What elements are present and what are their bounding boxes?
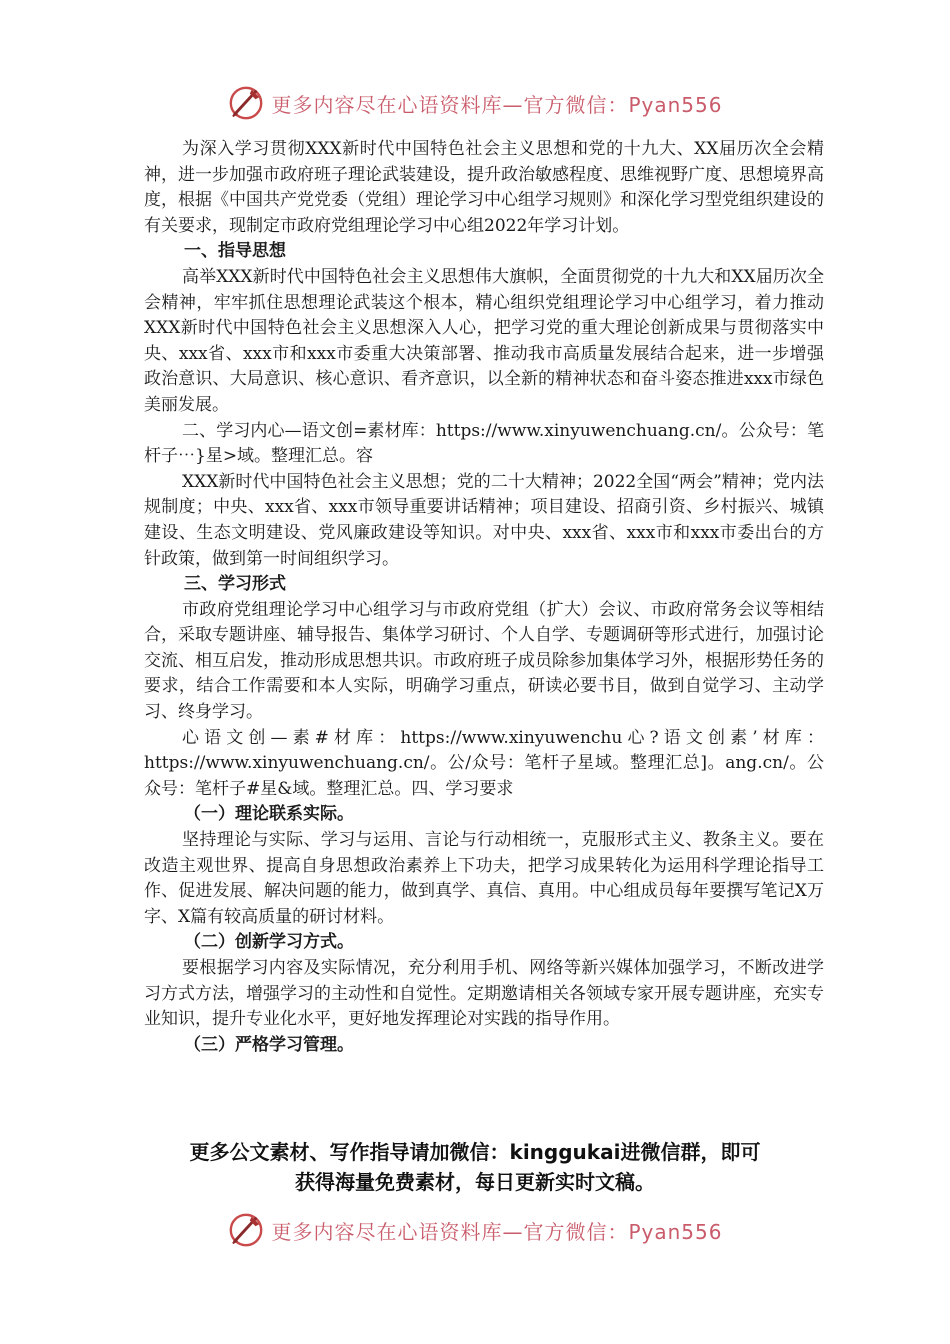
banner-text: 更多内容尽在心语资料库—官方微信：Pyan556 [271, 1219, 723, 1244]
pen-logo-icon [227, 1211, 265, 1249]
promo-text [0, 1137, 950, 1197]
subsection-heading: （二）创新学习方式。 [184, 932, 354, 953]
pen-logo-icon [227, 84, 265, 122]
body-paragraph: 坚持理论与实际、学习与运用、言论与行动相统一，克服形式主义、教条主义。要在改造主观世界、提高自身思想政治素养上下功夫，把学习成果转化为运用科学理论指导工作、促进发展、解决问题的能力，做到真学、真信、真用。中心组成员每年要撰写笔记X万字、X篇有较高质量的研讨材料。 [144, 830, 824, 927]
body-paragraph: 市政府党组理论学习中心组学习与市政府党组（扩大）会议、市政府常务会议等相结合，采取专题讲座、辅导报告、集体学习研讨、个人自学、专题调研等形式进行，加强讨论交流、相互启发，推动形成思想共识。市政府班子成员除参加集体学习外，根据形势任务的要求，结合工作需要和本人实际，明确学习重点，研读必要书目，做到自觉学习、主动学习、终身学习。 [144, 599, 824, 723]
section-heading-garbled: 二、学习内心—语文创=素材库：https://www.xinyuwenchuang.cn/。公众号：笔杆子⋯}星>域。整理汇总。容 [144, 420, 824, 467]
section-heading: 一、指导思想 [184, 241, 286, 262]
banner-text: 更多内容尽在心语资料库—官方微信：Pyan556 [271, 92, 723, 117]
document-body [144, 137, 824, 1058]
subsection-heading: （三）严格学习管理。 [184, 1034, 354, 1055]
section-heading: 三、学习形式 [184, 574, 286, 595]
promo-line: 获得海量免费素材，每日更新实时文稿。 [295, 1170, 655, 1194]
body-paragraph: 高举XXX新时代中国特色社会主义思想伟大旗帜，全面贯彻党的十九大和XX届历次全会精神，牢牢抓住思想理论武装这个根本，精心组织党组理论学习中心组学习，着力推动XXX新时代中国特色社会主义思想深入人心，把学习党的重大理论创新成果与贯彻落实中央、xxx省、xxx市和xxx市委重大决策部署、推动我市高质量发展结合起来，进一步增强政治意识、大局意识、核心意识、看齐意识，以全新的精神状态和奋斗姿态推进xxx市绿色美丽发展。 [144, 266, 824, 415]
header-banner [0, 78, 950, 128]
promo-line: 更多公文素材、写作指导请加微信：kinggukai进微信群，即可 [189, 1140, 761, 1164]
body-paragraph: XXX新时代中国特色社会主义思想；党的二十大精神；2022全国“两会”精神；党内法规制度；中央、xxx省、xxx市领导重要讲话精神；项目建设、招商引资、乡村振兴、城镇建设、生态文明建设、党风廉政建设等知识。对中央、xxx省、xxx市和xxx市委出台的方针政策，做到第一时间组织学习。 [144, 471, 824, 569]
body-paragraph: 要根据学习内容及实际情况，充分利用手机、网络等新兴媒体加强学习，不断改进学习方式方法，增强学习的主动性和自觉性。定期邀请相关各领域专家开展专题讲座，充实专业知识，提升专业化水平，更好地发挥理论对实践的指导作用。 [144, 958, 824, 1030]
intro-paragraph: 为深入学习贯彻XXX新时代中国特色社会主义思想和党的十九大、XX届历次全会精神，进一步加强市政府班子理论武装建设，提升政治敏感程度、思维视野广度、思想境界高度，根据《中国共产党党委（党组）理论学习中心组学习规则》和深化学习型党组织建设的有关要求，现制定市政府党组理论学习中心组2022年学习计划。 [144, 139, 824, 236]
footer-banner [0, 1205, 950, 1255]
garbled-paragraph: 心语文创—素#材库：https://www.xinyuwenchu心?语文创素’材库：https://www.xinyuwenchuang.cn/。公/众号：笔杆子星域。整理汇总]。ang.cn/。公众号：笔杆子#星&域。整理汇总。四、学习要求 [144, 727, 824, 799]
subsection-heading: （一）理论联系实际。 [184, 804, 354, 825]
